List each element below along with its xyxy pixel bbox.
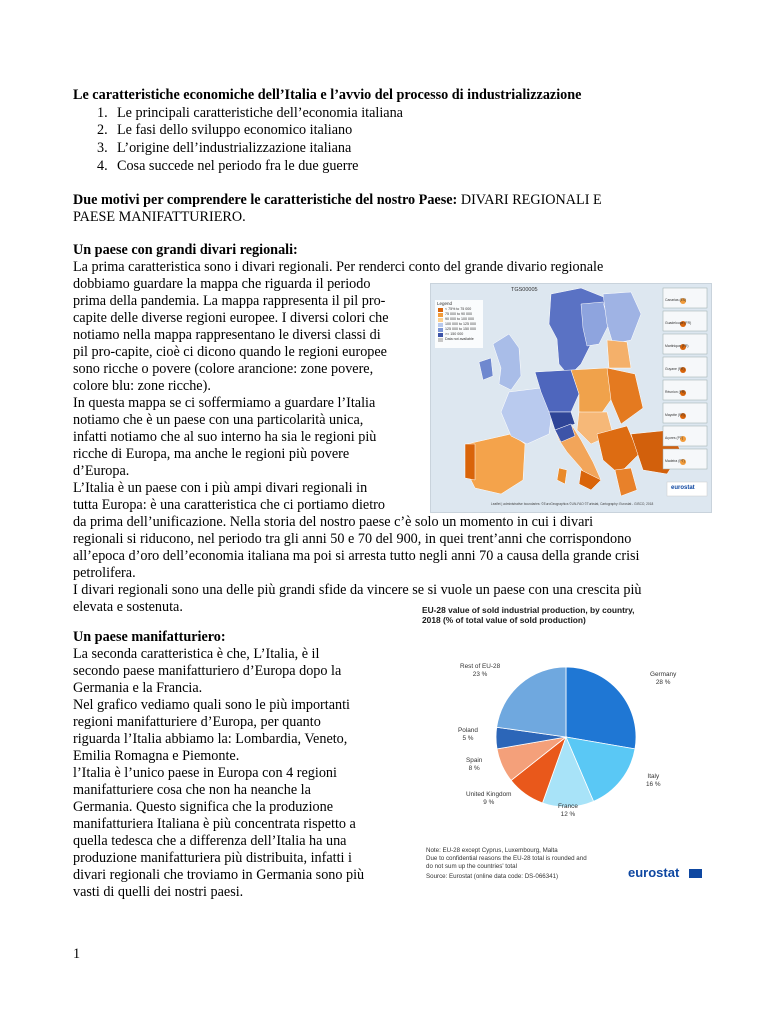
inset-label: Madeira (PT) (665, 459, 685, 463)
body-line: manifatturiere cosa che non ha neanche la (73, 782, 311, 798)
body-line: L’Italia è un paese con i più ampi divari regionali in (73, 480, 368, 496)
chart-note-1: Note: EU-28 except Cyprus, Luxembourg, Malta (426, 847, 558, 854)
body-line: tutta Europa: è una caratteristica che ci portiamo dietro (73, 497, 385, 513)
section-heading-divari: Un paese con grandi divari regionali: (73, 242, 298, 258)
industrial-production-pie-chart (402, 601, 724, 886)
inset-label: Réunion (FR) (665, 390, 686, 394)
map-code: TGS00005 (511, 287, 538, 293)
legend-label: 100 000 to 125 000 (445, 322, 476, 326)
body-line: pil pro-capite, cioè ci dicono quando le regioni europee (73, 344, 387, 360)
body-line: all’epoca d’oro dell’economia italiana ma poi si arresta tutto negli anni 70 a causa della grande crisi (73, 548, 640, 564)
section-heading-manifatturiero: Un paese manifatturiero: (73, 629, 226, 645)
legend-label: 75 000 to 90 000 (445, 312, 472, 316)
legend-swatch (438, 308, 443, 312)
body-line: prima della pandemia. La mappa rappresenta il pil pro- (73, 293, 386, 309)
map-legend-labels (445, 307, 476, 342)
outline-item: 2. Le fasi dello sviluppo economico italiano (97, 122, 353, 138)
inset-label: Guyane (FR) (665, 367, 685, 371)
body-line: Nel grafico vediamo quali sono le più importanti (73, 697, 350, 713)
outline-item: 3. L’origine dell’industrializzazione italiana (97, 140, 352, 156)
legend-swatch (438, 323, 443, 327)
legend-label: >= 150 000 (445, 332, 464, 336)
motivi-paragraph: Due motivi per comprendere le caratteristiche del nostro Paese: DIVARI REGIONALI E (73, 192, 602, 208)
body-line: notiamo che è un paese con una particolarità unica, (73, 412, 364, 428)
motivi-paragraph-line2: PAESE MANIFATTURIERO. (73, 209, 246, 225)
inset-label: Mayotte (FR) (665, 413, 685, 417)
chart-eurostat-logo: eurostat (628, 865, 680, 880)
legend-label: Data not available (445, 337, 474, 341)
body-line: colore blu: zone ricche). (73, 378, 211, 394)
inset-label: Martinique (FR) (665, 344, 689, 348)
pie-label-rest: Rest of EU-28 23 % (460, 663, 501, 678)
legend-swatch (438, 328, 443, 332)
chart-title: EU-28 value of sold industrial production, by country, 2018 (% of total value of sold production) (422, 605, 635, 625)
page-number: 1 (73, 946, 81, 962)
body-line: divari regionali che troviamo in Germania sono più (73, 867, 365, 883)
legend-label: 90 000 to 100 000 (445, 317, 474, 321)
body-line: dobbiamo guardare la mappa che riguarda il periodo (73, 276, 371, 292)
body-line: manifatturiera Italiana è più concentrata rispetto a (73, 816, 356, 832)
body-line: da prima dell’unificazione. Nella storia del nostro paese c’è solo un momento in cui i divari (73, 514, 594, 530)
body-line: In questa mappa se ci soffermiamo a guardare l’Italia (73, 395, 376, 411)
body-line: petrolifera. (73, 565, 136, 581)
legend-label: 125 000 to 150 000 (445, 327, 476, 331)
legend-swatch (438, 318, 443, 322)
body-line: Emilia Romagna e Piemonte. (73, 748, 240, 764)
pie-label-germany: Germany 28 % (650, 671, 677, 686)
body-line: produzione manifatturiera più distribuita, infatti i (73, 850, 352, 866)
body-line: notiamo nella mappa rappresentano le diversi classi di (73, 327, 381, 343)
map-footer: Leaflet | administrative boundaries: ©EuroGeographics ©UN-FAO ©Turkstat, Cartography: Eurostat - GISCO, 2018 (491, 502, 654, 506)
legend-swatch (438, 338, 443, 342)
body-line: Germania e la Francia. (73, 680, 203, 696)
europe-gdp-map (430, 283, 712, 513)
pie-label-spain: Spain 8 % (466, 757, 483, 772)
pie-label-uk: United Kingdom 9 % (466, 791, 512, 806)
eu-flag-icon (689, 869, 702, 878)
legend-swatch (438, 313, 443, 317)
map-legend-swatches (438, 308, 443, 342)
map-inset-labels (665, 289, 691, 473)
pie-slice-germany (566, 667, 636, 749)
body-line: quella tedesca che a differenza dell’Italia ha una (73, 833, 347, 849)
body-line: ricche di Europa, ma anche le regioni più povere (73, 446, 350, 462)
body-line: I divari regionali sono una delle più grandi sfide da vincere se si vuole un paese con una crescita più (73, 582, 642, 598)
body-line: riguarda l’Italia abbiamo la: Lombardia, Veneto, (73, 731, 348, 747)
chart-note-3: do not sum up the countries' total (426, 863, 517, 870)
body-line: d’Europa. (73, 463, 130, 479)
map-eurostat-logo: eurostat (671, 485, 695, 491)
chart-source: Source: Eurostat (online data code: DS-066341) (426, 873, 559, 880)
body-line: capite delle diverse regioni europee. I diversi colori che (73, 310, 389, 326)
body-line: secondo paese manifatturiero d’Europa dopo la (73, 663, 342, 679)
pie-label-italy: Italy 16 % (646, 773, 661, 788)
body-line: La seconda caratteristica è che, L’Italia, è il (73, 646, 320, 662)
pie-slice-rest-of-eu-28 (497, 667, 566, 737)
outline-item: 1. Le principali caratteristiche dell’economia italiana (97, 105, 403, 121)
legend-swatch (438, 333, 443, 337)
inset-label: Guadeloupe (FR) (665, 321, 692, 325)
inset-label: Açores (PT) (665, 436, 684, 440)
pie-svg (402, 601, 724, 886)
body-line: elevata e sostenuta. (73, 599, 183, 615)
map-legend-title: Legend (437, 301, 453, 306)
inset-label: Canarias (ES) (665, 298, 687, 302)
main-title: Le caratteristiche economiche dell’Italia e l’avvio del processo di industrializzazione (73, 87, 582, 103)
chart-note-2: Due to confidential reasons the EU-28 total is rounded and (426, 855, 587, 862)
body-line: Germania. Questo significa che la produzione (73, 799, 334, 815)
body-line: sono ricche o povere (colore arancione: zone povere, (73, 361, 374, 377)
body-line: regionali si riducono, nel periodo tra gli anni 50 e 70 del 900, in quei trent’anni che corrispondono (73, 531, 632, 547)
body-line: regioni manifatturiere d’Europa, per quanto (73, 714, 321, 730)
body-line: l’Italia è l’unico paese in Europa con 4 regioni (73, 765, 337, 781)
body-line: vasti di quelli dei nostri paesi. (73, 884, 244, 900)
legend-label: < 75% to 75 000 (445, 307, 472, 311)
outline-item: 4. Cosa succede nel periodo fra le due guerre (97, 158, 359, 174)
pie-label-poland: Poland 5 % (458, 727, 478, 742)
body-line: infatti notiamo che al suo interno ha sia le regioni più (73, 429, 377, 445)
body-line: La prima caratteristica sono i divari regionali. Per renderci conto del grande divario regionale (73, 259, 604, 275)
pie-label-france: France 12 % (558, 803, 578, 818)
